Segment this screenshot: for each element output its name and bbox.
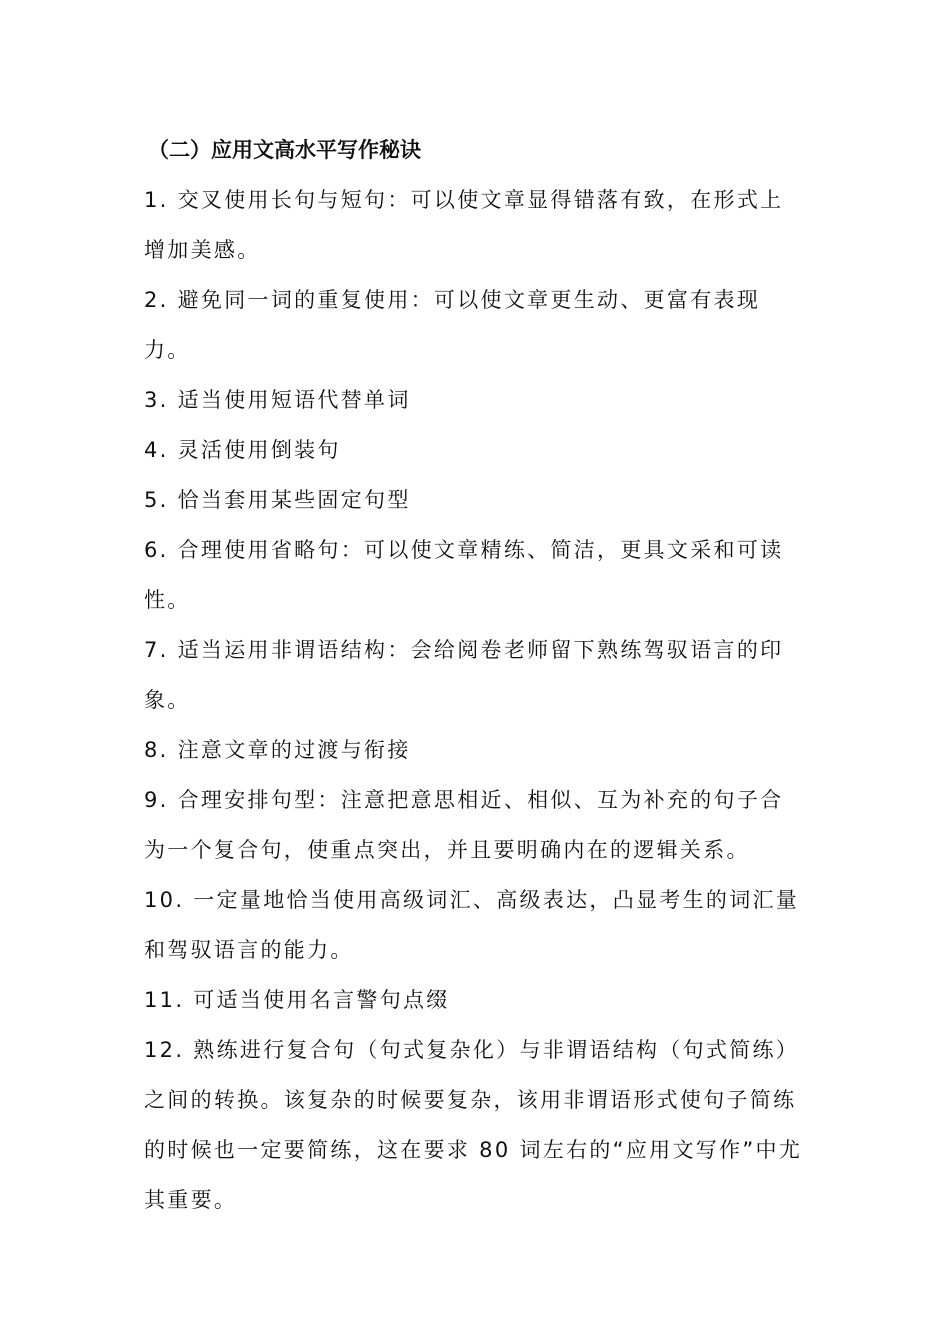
item-number: 2. xyxy=(144,288,169,312)
item-number: 7. xyxy=(144,638,169,662)
item-text: 可适当使用名言警句点缀 xyxy=(193,988,450,1012)
item-number: 12. xyxy=(144,1038,185,1062)
item-text: 注意文章的过渡与衔接 xyxy=(177,738,411,762)
item-text: 适当使用短语代替单词 xyxy=(177,388,411,412)
item-text: 避免同一词的重复使用：可以使文章更生动、更富有表现力。 xyxy=(144,288,761,362)
list-item xyxy=(144,525,804,625)
item-number: 9. xyxy=(144,788,169,812)
item-text: 合理安排句型：注意把意思相近、相似、互为补充的句子合为一个复合句，使重点突出，并且要明确内在的逻辑关系。 xyxy=(144,788,784,862)
item-number: 3. xyxy=(144,388,169,412)
list-item xyxy=(144,775,804,875)
item-text: 一定量地恰当使用高级词汇、高级表达，凸显考生的词汇量和驾驭语言的能力。 xyxy=(144,888,800,962)
item-number: 4. xyxy=(144,438,169,462)
item-text: 熟练进行复合句（句式复杂化）与非谓语结构（句式简练）之间的转换。该复杂的时候要复杂，该用非谓语形式使句子简练的时候也一定要简练，这在要求 80 词左右的“应用文写作”中尤其重要。 xyxy=(144,1038,803,1212)
list-item xyxy=(144,275,804,375)
list-item xyxy=(144,725,804,775)
item-number: 8. xyxy=(144,738,169,762)
list-item xyxy=(144,1025,804,1225)
item-number: 6. xyxy=(144,538,169,562)
document-page xyxy=(144,125,804,1225)
list-item xyxy=(144,875,804,975)
item-text: 适当运用非谓语结构：会给阅卷老师留下熟练驾驭语言的印象。 xyxy=(144,638,784,712)
item-number: 1. xyxy=(144,188,169,212)
item-number: 5. xyxy=(144,488,169,512)
item-number: 11. xyxy=(144,988,185,1012)
list-item xyxy=(144,175,804,275)
item-text: 合理使用省略句：可以使文章精练、简洁，更具文采和可读性。 xyxy=(144,538,784,612)
list-item xyxy=(144,375,804,425)
list-item xyxy=(144,475,804,525)
list-item xyxy=(144,975,804,1025)
list-item xyxy=(144,625,804,725)
item-text: 灵活使用倒装句 xyxy=(177,438,341,462)
section-heading: （二）应用文高水平写作秘诀 xyxy=(148,138,421,162)
item-number: 10. xyxy=(144,888,185,912)
item-text: 交叉使用长句与短句：可以使文章显得错落有致，在形式上增加美感。 xyxy=(144,188,784,262)
item-text: 恰当套用某些固定句型 xyxy=(177,488,411,512)
list-item xyxy=(144,425,804,475)
